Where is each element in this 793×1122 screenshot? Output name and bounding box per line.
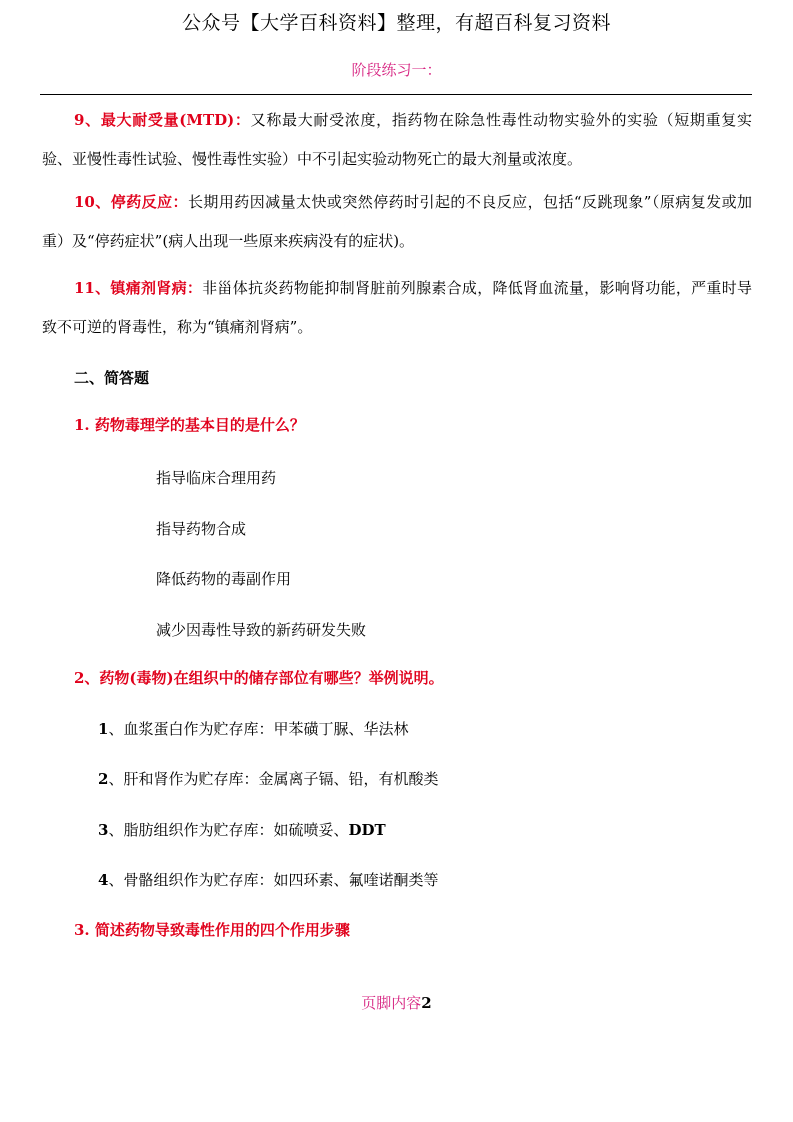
list-item [98, 718, 408, 739]
question-3: 3. 简述药物导致毒性作用的四个作用步骤 [74, 921, 350, 939]
answer-option: 指导临床合理用药 [156, 469, 277, 487]
header-divider [40, 94, 752, 95]
item-text: 、骨骼组织作为贮存库：如四环素、氟喹诺酮类等 [108, 871, 439, 889]
footer-label: 页脚内容 [361, 994, 422, 1012]
definition-text: 长期用药因减量太快或突然停药时引起的不良反应，包括“反跳现象”（原病复发或加重）及“停药症状”(病人出现一些原来疾病没有的症状)。 [42, 193, 753, 250]
definition-11 [42, 269, 752, 347]
item-number: 3 [98, 821, 109, 839]
item-suffix: DDT [348, 821, 386, 839]
answer-option: 降低药物的毒副作用 [156, 570, 292, 588]
list-item [98, 819, 386, 840]
page-footer [0, 992, 793, 1013]
definition-term: 10、停药反应： [74, 193, 188, 211]
question-1: 1. 药物毒理学的基本目的是什么？ [74, 416, 305, 434]
definition-9 [42, 101, 752, 179]
section-title: 二、简答题 [74, 369, 150, 387]
section-subtitle: 阶段练习一： [351, 61, 442, 79]
definition-term: 9、最大耐受量(MTD)： [74, 111, 251, 129]
item-number: 1 [98, 720, 109, 738]
list-item [98, 869, 438, 890]
definition-term: 11、镇痛剂肾病： [74, 279, 203, 297]
item-text: 、脂肪组织作为贮存库：如硫喷妥、 [108, 821, 349, 839]
definition-text: 又称最大耐受浓度，指药物在除急性毒性动物实验外的实验（短期重复实验、亚慢性毒性试验、慢性毒性实验）中不引起实验动物死亡的最大剂量或浓度。 [42, 111, 753, 168]
answer-option: 指导药物合成 [156, 520, 247, 538]
item-text: 、肝和肾作为贮存库：金属离子镉、铅，有机酸类 [108, 770, 439, 788]
question-2: 2、药物(毒物)在组织中的储存部位有哪些？举例说明。 [74, 669, 444, 687]
item-number: 4 [98, 871, 109, 889]
item-number: 2 [98, 770, 109, 788]
item-text: 、血浆蛋白作为贮存库：甲苯磺丁脲、华法林 [108, 720, 409, 738]
definition-10 [42, 183, 752, 261]
answer-option: 减少因毒性导致的新药研发失败 [156, 621, 367, 639]
definition-text: 非甾体抗炎药物能抑制肾脏前列腺素合成，降低肾血流量，影响肾功能，严重时导致不可逆的肾毒性，称为“镇痛剂肾病”。 [42, 279, 753, 336]
list-item [98, 768, 438, 789]
header-title: 公众号【大学百科资料】整理，有超百科复习资料 [181, 12, 611, 34]
page-number: 2 [421, 994, 432, 1012]
